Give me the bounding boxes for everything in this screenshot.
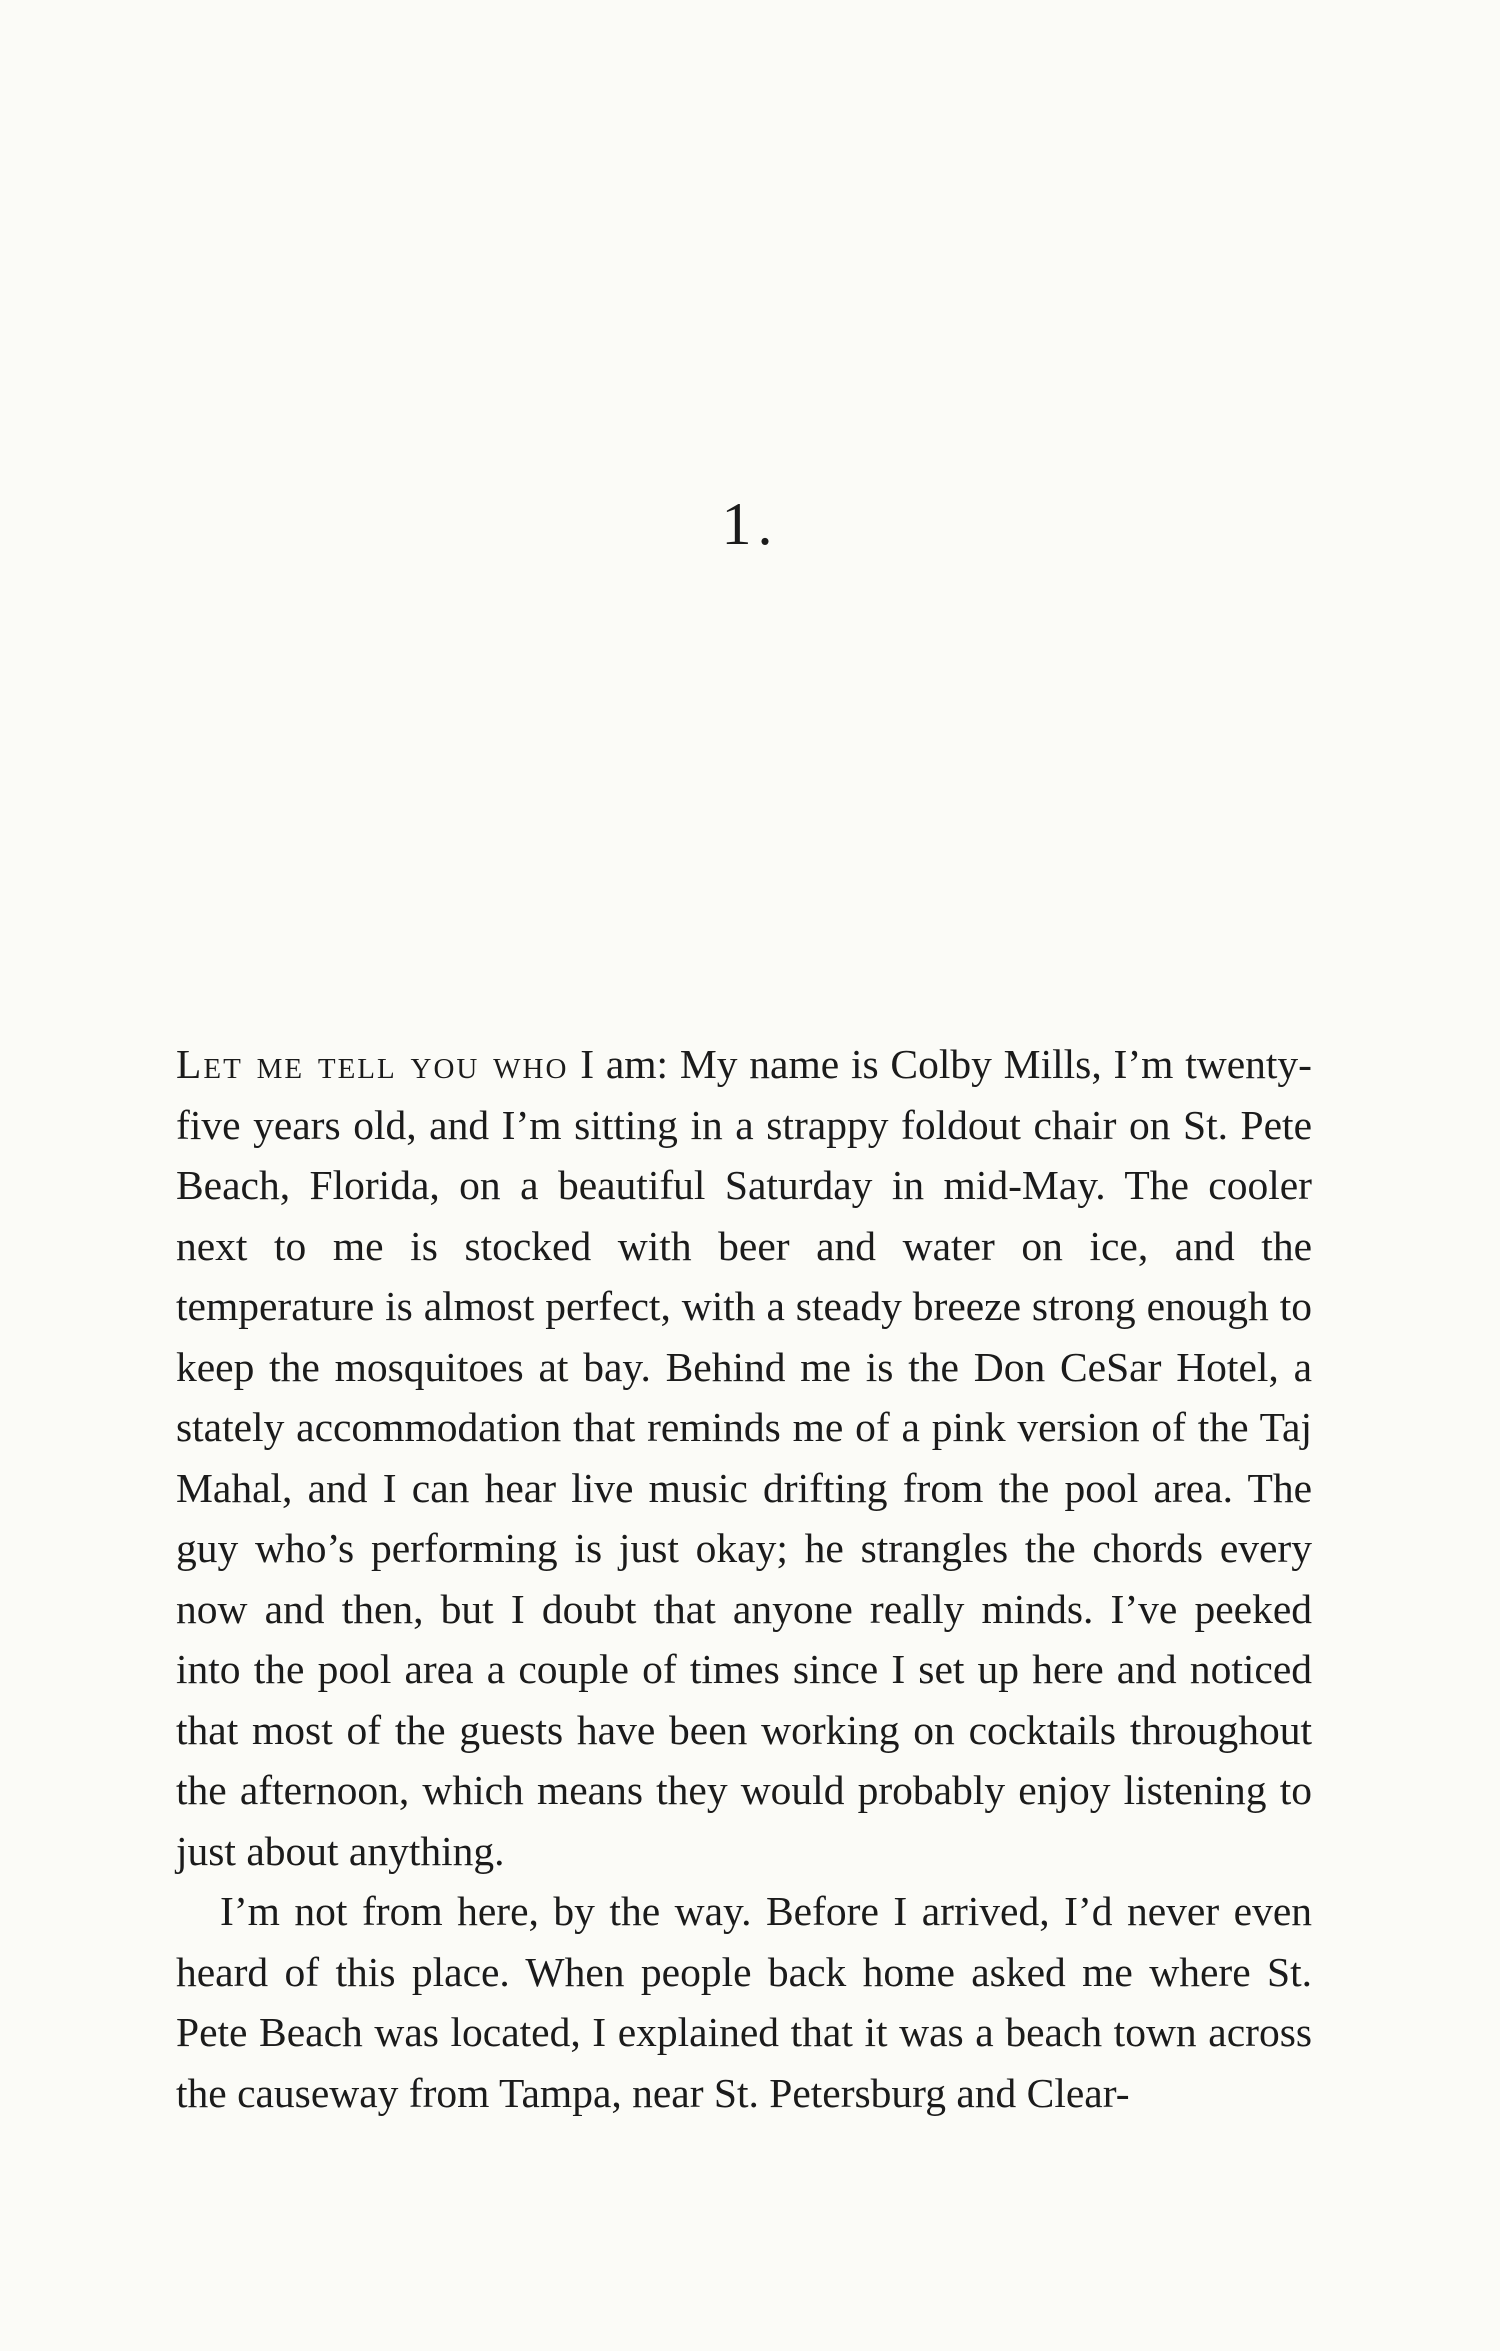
paragraph-1 <box>176 1034 1312 1881</box>
paragraph-2: I’m not from here, by the way. Before I arrived, I’d never even heard of this place. When people back home asked me where St. Pete Beach was located, I explained that it was a beach town across the causeway from Tampa, near St. Petersburg and Clear- <box>176 1888 1312 2116</box>
paragraph-1-text: I am: My name is Colby Mills, I’m twenty-five years old, and I’m sitting in a strappy foldout chair on St. Pete Beach, Florida, on a beautiful Saturday in mid-May. The cooler next to me is stocked with beer and water on ice, and the temperature is almost perfect, with a steady breeze strong enough to keep the mosquitoes at bay. Behind me is the Don CeSar Hotel, a stately accommodation that reminds me of a pink version of the Taj Mahal, and I can hear live music drifting from the pool area. The guy who’s performing is just okay; he strangles the chords every now and then, but I doubt that anyone really minds. I’ve peeked into the pool area a couple of times since I set up here and noticed that most of the guests have been working on cocktails throughout the afternoon, which means they would probably enjoy listening to just about anything. <box>176 1041 1312 1874</box>
opening-small-caps: Let me tell you who <box>176 1041 569 1087</box>
chapter-number: 1. <box>721 491 779 557</box>
body-text <box>176 1034 1312 2123</box>
